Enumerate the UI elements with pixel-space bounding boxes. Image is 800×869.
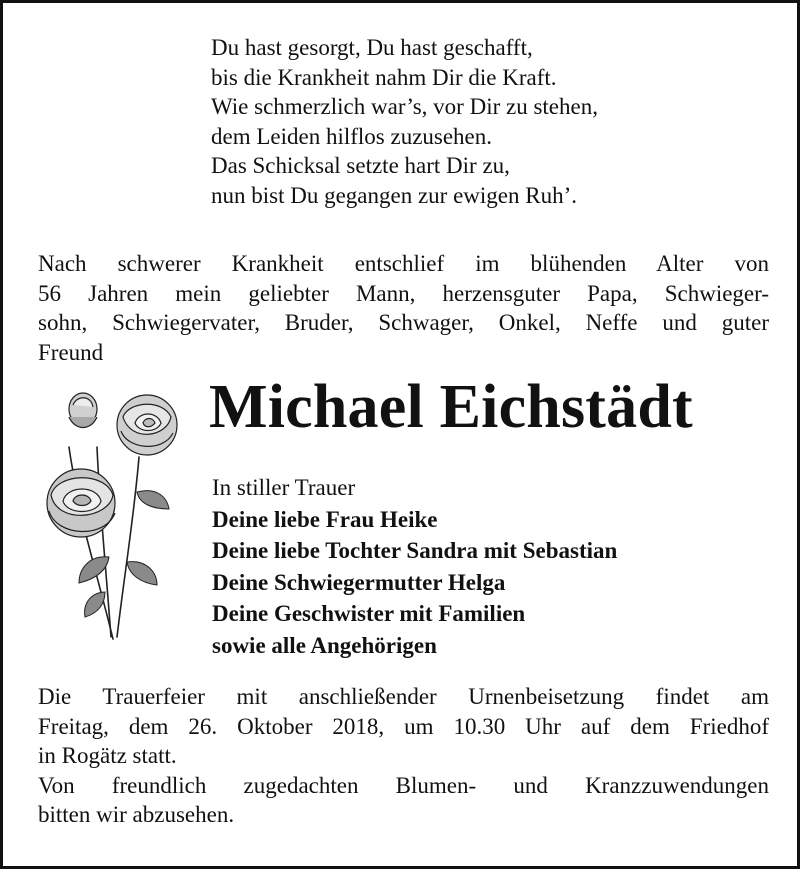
mourner-line: Deine liebe Frau Heike	[212, 506, 438, 532]
intro-line: Freund	[38, 339, 104, 365]
poem	[211, 33, 771, 210]
mourner-line: Deine Schwiegermutter Helga	[212, 569, 506, 595]
poem-line: Das Schicksal setzte hart Dir zu,	[211, 153, 510, 178]
mourners-block	[212, 472, 772, 661]
mourner-line: Deine liebe Tochter Sandra mit Sebastian	[212, 538, 618, 563]
closing-line: Die Trauerfeier mit anschließender Urnenbeisetzung findet am	[38, 684, 769, 709]
mourner-line: Deine Geschwister mit Familien	[212, 601, 526, 626]
poem-line: Wie schmerzlich war’s, vor Dir zu stehen,	[211, 94, 598, 119]
intro-line: sohn, Schwiegervater, Bruder, Schwager, Onkel, Neffe und guter	[38, 310, 769, 335]
poem-line: dem Leiden hilflos zuzusehen.	[211, 123, 493, 149]
mourner-line: sowie alle Angehörigen	[212, 632, 437, 658]
poem-line: nun bist Du gegangen zur ewigen Ruh’.	[211, 182, 578, 208]
closing-line: Von freundlich zugedachten Blumen- und Kranzzuwendungen	[38, 772, 769, 798]
intro-line: Nach schwerer Krankheit entschlief im blühenden Alter von	[38, 251, 769, 276]
intro-line: 56 Jahren mein geliebter Mann, herzensguter Papa, Schwieger-	[38, 280, 769, 306]
mourners-heading: In stiller Trauer	[212, 475, 356, 500]
poem-line: Du hast gesorgt, Du hast geschafft,	[211, 35, 533, 60]
intro-text	[38, 249, 769, 367]
deceased-name: Michael Eichstädt	[209, 373, 693, 441]
roses-illustration-icon	[39, 387, 189, 647]
closing-line: bitten wir abzusehen.	[38, 802, 235, 827]
closing-text	[38, 682, 769, 830]
closing-line: Freitag, dem 26. Oktober 2018, um 10.30 Uhr auf dem Friedhof	[38, 713, 769, 739]
closing-line: in Rogätz statt.	[38, 743, 177, 768]
poem-line: bis die Krankheit nahm Dir die Kraft.	[211, 64, 557, 90]
